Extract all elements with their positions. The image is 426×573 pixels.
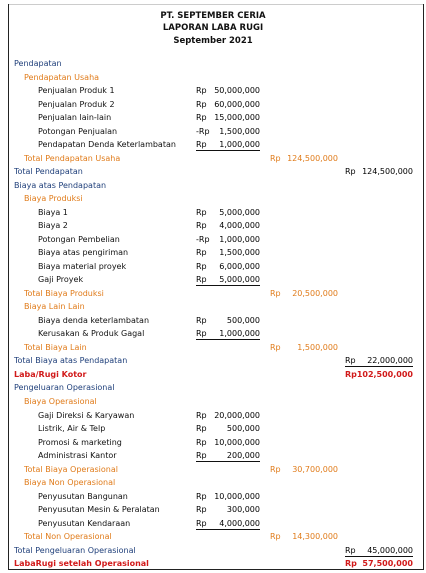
row-label: Gaji Proyek (38, 275, 84, 285)
row-label: Promosi & marketing (38, 437, 122, 447)
row-label: Penyusutan Bangunan (38, 491, 128, 501)
total-col3 (345, 166, 413, 177)
row-label: Gaji Direksi & Karyawan (38, 410, 135, 420)
row-label: Pendapatan Denda Keterlambatan (38, 140, 176, 150)
row-label: Penyusutan Kendaraan (38, 518, 131, 528)
amount-value: 10,000,000 (214, 491, 260, 501)
row-label: Biaya Produksi (24, 194, 83, 204)
amount-value: 1,000,000 (219, 234, 260, 244)
currency-label: Rp (196, 437, 207, 447)
row-label: Biaya Lain Lain (24, 302, 85, 312)
amount-col1 (196, 112, 260, 123)
row-label: Laba/Rugi Kotor (14, 369, 87, 379)
amount-col1 (196, 234, 260, 245)
amount-col1 (196, 450, 260, 462)
row-label: Biaya 2 (38, 221, 68, 231)
currency-label: Rp (345, 356, 356, 366)
amount-value: 60,000,000 (214, 99, 260, 109)
row-label: Potongan Pembelian (38, 234, 120, 244)
total-col3 (345, 545, 413, 557)
row-label: Total Pendapatan (14, 167, 83, 177)
amount-value: 4,000,000 (219, 221, 260, 231)
amount-value: 500,000 (226, 315, 260, 325)
row-label: Kerusakan & Produk Gagal (38, 329, 145, 339)
subtotal-col2 (270, 464, 338, 475)
amount-value: 1,000,000 (219, 329, 260, 339)
amount-value: 45,000,000 (367, 545, 413, 555)
amount-value: 5,000,000 (219, 275, 260, 285)
row-label: Biaya atas Pendapatan (14, 180, 107, 190)
amount-value: 6,000,000 (219, 261, 260, 271)
currency-label: Rp (270, 532, 281, 542)
amount-value: 22,000,000 (367, 356, 413, 366)
amount-value: 102,500,000 (356, 369, 413, 379)
amount-col1 (196, 437, 260, 448)
row-label: Total Biaya Operasional (24, 464, 118, 474)
currency-label: Rp (196, 140, 207, 150)
amount-value: 124,500,000 (287, 153, 338, 163)
currency-label: Rp (345, 545, 356, 555)
amount-value: 5,000,000 (219, 207, 260, 217)
currency-label: -Rp (196, 126, 210, 136)
amount-value: 4,000,000 (219, 518, 260, 528)
amount-value: 15,000,000 (214, 113, 260, 123)
currency-label: Rp (196, 99, 207, 109)
currency-label: Rp (345, 167, 356, 177)
currency-label: Rp (270, 342, 281, 352)
amount-col1 (196, 139, 260, 151)
total-col3 (345, 369, 413, 380)
amount-value: 20,500,000 (292, 288, 338, 298)
row-label: Pengeluaran Operasional (14, 383, 115, 393)
amount-value: 1,000,000 (219, 140, 260, 150)
row-label: Penjualan Produk 2 (38, 99, 115, 109)
currency-label: Rp (270, 464, 281, 474)
amount-col1 (196, 261, 260, 272)
row-label: Penjualan lain-lain (38, 113, 112, 123)
amount-value: 124,500,000 (362, 167, 413, 177)
currency-label: Rp (196, 261, 207, 271)
report-period: September 2021 (173, 36, 253, 46)
amount-col1 (196, 410, 260, 421)
amount-value: 1,500,000 (219, 126, 260, 136)
subtotal-col2 (270, 288, 338, 299)
amount-col1 (196, 207, 260, 218)
amount-col1 (196, 491, 260, 502)
amount-value: 200,000 (226, 451, 260, 461)
row-label: Biaya atas pengiriman (38, 248, 129, 258)
currency-label: Rp (196, 424, 207, 434)
amount-value: 30,700,000 (292, 464, 338, 474)
row-label: Biaya Non Operasional (24, 478, 116, 488)
row-label: Biaya denda keterlambatan (38, 315, 150, 325)
currency-label: Rp (345, 369, 357, 379)
currency-label: Rp (196, 221, 207, 231)
currency-label: Rp (270, 153, 281, 163)
row-label: Administrasi Kantor (38, 451, 117, 461)
currency-label: Rp (196, 113, 207, 123)
row-label: Total Biaya Lain (24, 342, 87, 352)
amount-col1 (196, 504, 260, 515)
amount-col1 (196, 423, 260, 434)
row-label: Total Pengeluaran Operasional (14, 545, 136, 555)
row-label: Biaya 1 (38, 207, 68, 217)
currency-label: Rp (196, 518, 207, 528)
amount-col1 (196, 518, 260, 530)
row-label: Total Biaya Produksi (24, 288, 104, 298)
amount-value: 500,000 (226, 424, 260, 434)
row-label: Total Non Operasional (24, 532, 112, 542)
amount-col1 (196, 126, 260, 137)
currency-label: Rp (196, 451, 207, 461)
currency-label: Rp (196, 315, 207, 325)
currency-label: Rp (196, 86, 207, 96)
row-label: LabaRugi setelah Operasional (14, 559, 149, 569)
row-label: Penyusutan Mesin & Peralatan (38, 505, 160, 515)
row-label: Biaya Operasional (24, 397, 97, 406)
amount-value: 50,000,000 (214, 86, 260, 96)
amount-value: 300,000 (226, 505, 260, 515)
amount-value: 10,000,000 (214, 437, 260, 447)
currency-label: Rp (345, 559, 357, 569)
subtotal-col2 (270, 531, 338, 542)
report-title: LAPORAN LABA RUGI (162, 23, 264, 33)
amount-col1 (196, 315, 260, 326)
amount-col1 (196, 85, 260, 96)
amount-col1 (196, 247, 260, 258)
row-label: Total Pendapatan Usaha (24, 153, 121, 163)
subtotal-col2 (270, 342, 338, 353)
currency-label: Rp (196, 491, 207, 501)
subtotal-col2 (270, 153, 338, 164)
row-label: Penjualan Produk 1 (38, 86, 115, 96)
currency-label: Rp (270, 288, 281, 298)
currency-label: -Rp (196, 234, 210, 244)
currency-label: Rp (196, 207, 207, 217)
amount-col1 (196, 99, 260, 110)
amount-col1 (196, 274, 260, 286)
company-name: PT. SEPTEMBER CERIA (160, 11, 266, 21)
amount-value: 14,300,000 (292, 532, 338, 542)
total-col3 (345, 355, 413, 367)
currency-label: Rp (196, 248, 207, 258)
total-col3 (345, 558, 413, 569)
amount-value: 1,500,000 (219, 248, 260, 258)
row-label: Biaya material proyek (38, 261, 127, 271)
row-label: Listrik, Air & Telp (38, 424, 106, 434)
currency-label: Rp (196, 505, 207, 515)
currency-label: Rp (196, 410, 207, 420)
row-label: Potongan Penjualan (38, 126, 118, 136)
amount-value: 20,000,000 (214, 410, 260, 420)
row-label: Pendapatan (14, 59, 62, 68)
row-label: Total Biaya atas Pendapatan (14, 356, 128, 366)
amount-value: 57,500,000 (362, 559, 413, 569)
row-label: Pendapatan Usaha (24, 72, 100, 82)
currency-label: Rp (196, 329, 207, 339)
currency-label: Rp (196, 275, 207, 285)
amount-col1 (196, 328, 260, 340)
amount-col1 (196, 220, 260, 231)
amount-value: 1,500,000 (297, 342, 338, 352)
